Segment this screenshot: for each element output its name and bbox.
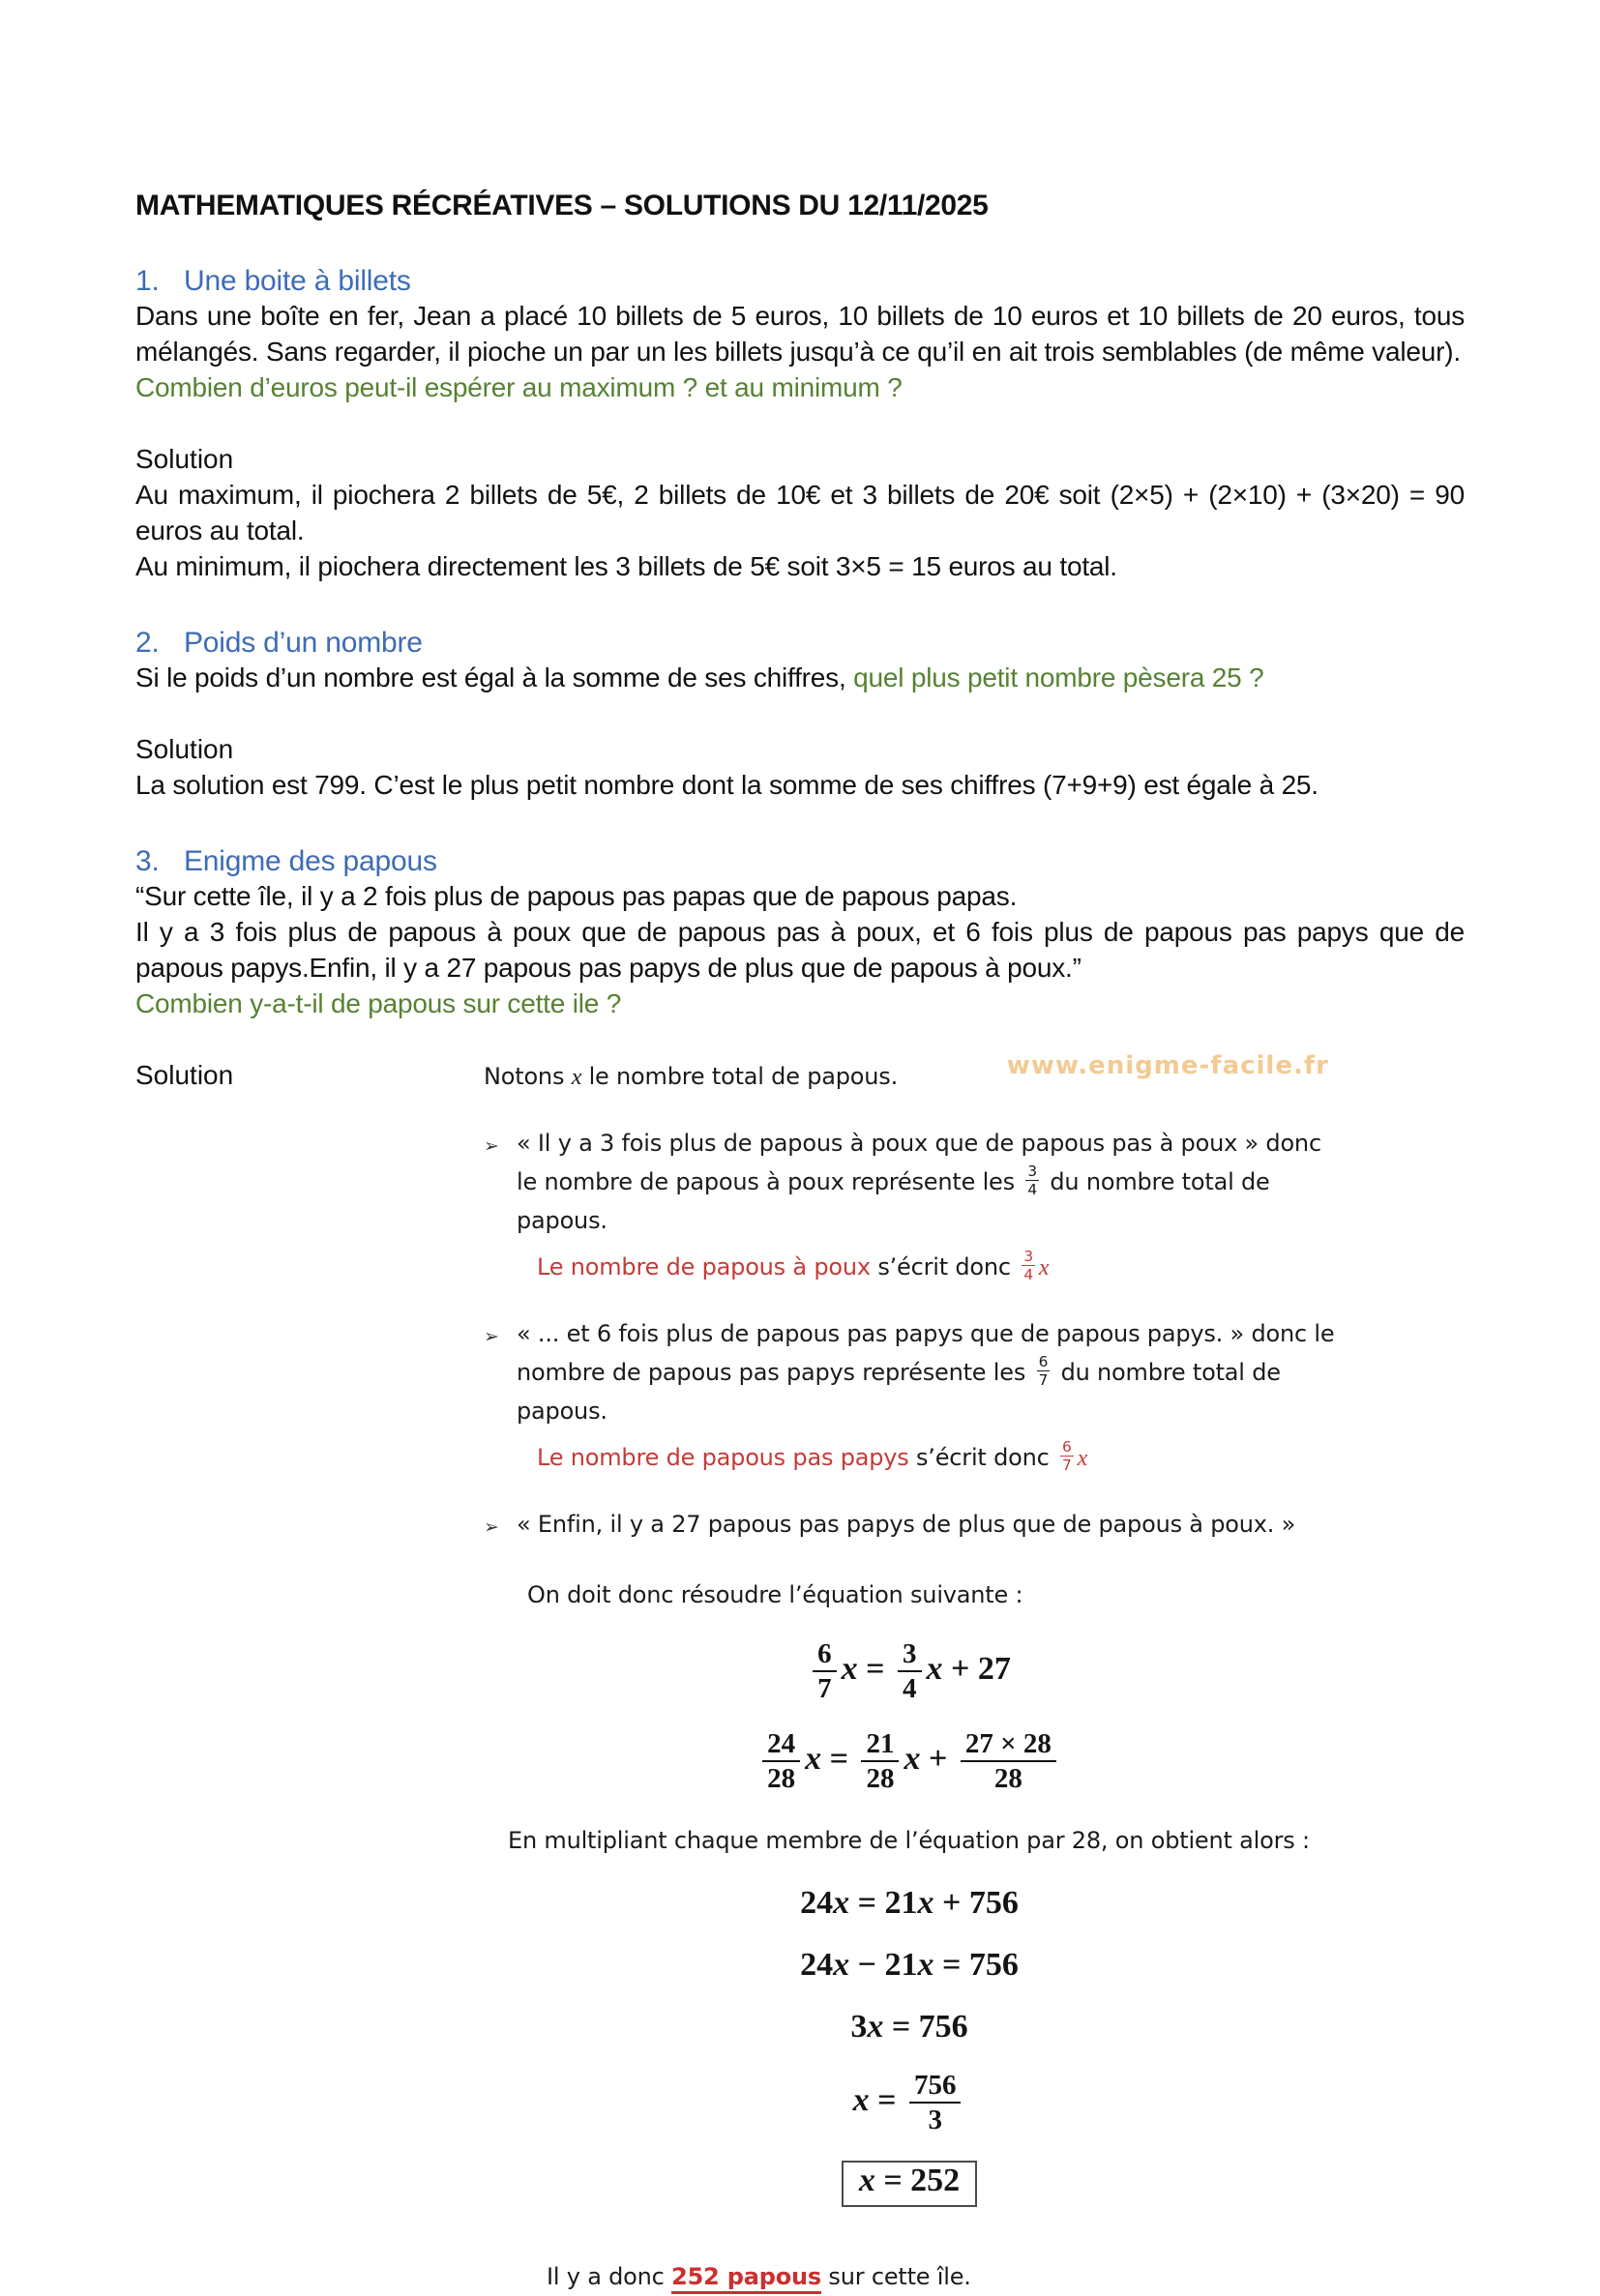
fraction-denominator: 7 — [817, 1673, 832, 1705]
fraction-numerator: 3 — [1023, 1247, 1033, 1265]
equation-tail: = 756 — [933, 1946, 1019, 1983]
section-1-heading — [135, 265, 1465, 298]
variable-x: x — [867, 2008, 884, 2045]
equation-4 — [484, 1947, 1335, 1984]
variable-x: x — [833, 1946, 850, 1983]
bullet-1-post: du nombre total de papous. — [517, 1168, 1270, 1234]
red-expression-2 — [1056, 1437, 1088, 1474]
variable-x: x — [841, 1651, 858, 1688]
fraction-numerator: 756 — [909, 2071, 962, 2104]
fraction-numerator: 27 × 28 — [961, 1729, 1056, 1762]
bullet-1-pre: « Il y a 3 fois plus de papous à poux que de papous pas à poux » donc le nombre de papous à poux représente les — [517, 1130, 1321, 1195]
fraction-21-28 — [861, 1729, 899, 1794]
equals-sign: = — [869, 2081, 904, 2118]
fraction-3-4 — [898, 1639, 922, 1704]
result-box — [842, 2161, 977, 2207]
papous-bullet-3-text: « Enfin, il y a 27 papous pas papys de plus que de papous à poux. » — [517, 1511, 1296, 1538]
fraction-24-28 — [762, 1729, 800, 1794]
equation-5 — [484, 2009, 1335, 2046]
variable-x: x — [833, 1884, 850, 1921]
fraction-denominator: 7 — [1038, 1371, 1049, 1389]
variable-x: x — [926, 1651, 943, 1688]
equation-tail: + 27 — [942, 1651, 1011, 1688]
fraction-6-7 — [813, 1639, 837, 1704]
section-3-number: 3. — [135, 845, 160, 877]
fraction-denominator: 28 — [993, 1763, 1022, 1795]
section-3-question: Combien y-a-t-il de papous sur cette ile ? — [135, 988, 622, 1018]
section-2-question: quel plus petit nombre pèsera 25 ? — [853, 662, 1264, 692]
result-value: = 252 — [874, 2162, 961, 2198]
watermark-text: www.enigme-facile.fr — [1006, 1051, 1329, 1080]
equation-2 — [484, 1729, 1335, 1794]
variable-x: x — [852, 2081, 870, 2118]
papous-bullet-3 — [484, 1505, 1335, 1546]
papous-bullet-2-text — [517, 1314, 1335, 1430]
fraction-756-3 — [909, 2071, 962, 2135]
papous-red-annotation-1 — [537, 1248, 1335, 1287]
variable-x: x — [904, 1741, 921, 1778]
section-1-solution-p1: Au maximum, il piochera 2 billets de 5€, 2 billets de 10€ et 3 billets de 20€ soit (2×5) + (2×10) + (3×20) = 90 euros au total. — [135, 480, 1465, 545]
equation-middle: = 756 — [883, 2008, 968, 2045]
red-phrase-2: Le nombre de papous pas papys — [537, 1444, 909, 1471]
section-1-title: Une boite à billets — [184, 265, 411, 297]
papous-bullet-2 — [484, 1314, 1335, 1430]
variable-x: x — [858, 2162, 875, 2198]
fraction-6-7 — [1037, 1352, 1051, 1389]
equation-middle: − 21 — [849, 1946, 918, 1983]
plus-sign: + — [920, 1741, 956, 1778]
section-2-title: Poids d’un nombre — [184, 627, 423, 659]
conclusion-post: sur cette île. — [820, 2262, 971, 2290]
papous-bullet-1-text — [517, 1124, 1335, 1240]
red-expression-1 — [1018, 1247, 1050, 1283]
fraction-27x28-28 — [961, 1729, 1056, 1794]
red-phrase-1: Le nombre de papous à poux — [537, 1253, 871, 1280]
fraction-3-4 — [1022, 1247, 1035, 1283]
red-line-2-mid: s’écrit donc — [908, 1444, 1057, 1471]
coefficient: 3 — [850, 2008, 868, 2045]
section-2-body — [135, 660, 1465, 695]
section-1-body: Dans une boîte en fer, Jean a placé 10 billets de 5 euros, 10 billets de 10 euros et 10 billets de 20 euros, tous mélangés. Sans regarder, il pioche un par un les billets jusqu’à ce qu’il en ait trois semblables (de même valeur). — [135, 301, 1465, 367]
fraction-denominator: 7 — [1062, 1457, 1072, 1474]
papous-intro-post: le nombre total de papous. — [581, 1063, 899, 1090]
fraction-numerator: 3 — [898, 1639, 922, 1672]
fraction-numerator: 24 — [762, 1729, 800, 1762]
coefficient: 24 — [800, 1946, 834, 1983]
fraction-numerator: 6 — [813, 1639, 837, 1672]
bullet-2-pre: « ... et 6 fois plus de papous pas papys que de papous papys. » donc le nombre de papous pas papys représente les — [517, 1320, 1335, 1386]
fraction-numerator: 21 — [861, 1729, 899, 1762]
red-line-1-mid: s’écrit donc — [870, 1253, 1019, 1280]
equation-tail: + 756 — [933, 1884, 1019, 1921]
conclusion-pre: Il y a donc — [547, 2262, 672, 2290]
document-title: MATHEMATIQUES RÉCRÉATIVES – SOLUTIONS DU 12/11/2025 — [135, 190, 989, 221]
section-1-question: Combien d’euros peut-il espérer au maximum ? et au minimum ? — [135, 372, 903, 402]
section-2-solution-p1: La solution est 799. C’est le plus petit nombre dont la somme de ses chiffres (7+9+9) est égale à 25. — [135, 770, 1319, 800]
section-2-solution-label: Solution — [135, 734, 234, 764]
fraction-denominator: 28 — [866, 1763, 895, 1795]
equation-6 — [484, 2071, 1335, 2135]
fraction-denominator: 28 — [767, 1763, 796, 1795]
fraction-numerator: 3 — [1027, 1162, 1037, 1180]
section-2-number: 2. — [135, 627, 160, 659]
conclusion-highlight: 252 papous — [671, 2263, 821, 2294]
section-2-body-black: Si le poids d’un nombre est égal à la somme de ses chiffres, — [135, 662, 854, 692]
equation-3 — [484, 1885, 1335, 1922]
coefficient: 24 — [800, 1884, 834, 1921]
variable-x: x — [1038, 1255, 1050, 1280]
solve-intro: On doit donc résoudre l’équation suivante : — [527, 1581, 1023, 1608]
papous-intro-pre: Notons — [484, 1063, 572, 1090]
variable-x: x — [805, 1741, 822, 1778]
papous-bullet-1 — [484, 1124, 1335, 1240]
section-3-body-line2: Il y a 3 fois plus de papous à poux que de papous pas à poux, et 6 fois plus de papous pas papys que de papous papys.Enfin, il y a 27 papous pas papys de plus que de papous à poux.” — [135, 917, 1465, 983]
section-3-solution-label: Solution — [135, 1060, 234, 1090]
bullet-arrow-icon: ➢ — [484, 1516, 499, 1538]
bullet-arrow-icon: ➢ — [484, 1135, 499, 1157]
papous-red-annotation-2 — [537, 1438, 1335, 1478]
equation-result — [484, 2161, 1335, 2207]
papous-intro-var: x — [571, 1065, 582, 1090]
variable-x: x — [917, 1946, 934, 1983]
equals-sign: = — [821, 1741, 857, 1778]
section-3-heading — [135, 845, 1465, 878]
fraction-numerator: 6 — [1038, 1352, 1049, 1370]
bullet-arrow-icon: ➢ — [484, 1326, 499, 1347]
variable-x: x — [1077, 1446, 1088, 1471]
variable-x: x — [917, 1884, 934, 1921]
multiply-line: En multipliant chaque membre de l’équation par 28, on obtient alors : — [508, 1826, 1310, 1854]
section-1-solution-label: Solution — [135, 444, 234, 474]
fraction-denominator: 4 — [1023, 1266, 1033, 1283]
section-3-title: Enigme des papous — [184, 845, 437, 877]
fraction-6-7 — [1060, 1437, 1074, 1474]
bullet-2-post: du nombre total de papous. — [517, 1359, 1281, 1425]
equation-middle: = 21 — [849, 1884, 918, 1921]
papous-solution-image — [484, 1051, 1335, 2296]
section-1-number: 1. — [135, 265, 160, 297]
fraction-denominator: 3 — [928, 2105, 942, 2136]
fraction-denominator: 4 — [903, 1673, 917, 1705]
equation-1 — [484, 1639, 1335, 1704]
fraction-denominator: 4 — [1027, 1181, 1037, 1198]
fraction-numerator: 6 — [1062, 1437, 1072, 1456]
fraction-3-4 — [1025, 1164, 1039, 1198]
section-3-solution-row — [135, 1051, 1465, 2296]
conclusion-line — [547, 2257, 1335, 2296]
section-2-heading — [135, 627, 1465, 660]
equals-sign: = — [857, 1651, 893, 1688]
section-3-body-line1: “Sur cette île, il y a 2 fois plus de papous pas papas que de papous papas. — [135, 881, 1018, 911]
section-1-solution-p2: Au minimum, il piochera directement les 3 billets de 5€ soit 3×5 = 15 euros au total. — [135, 551, 1117, 581]
